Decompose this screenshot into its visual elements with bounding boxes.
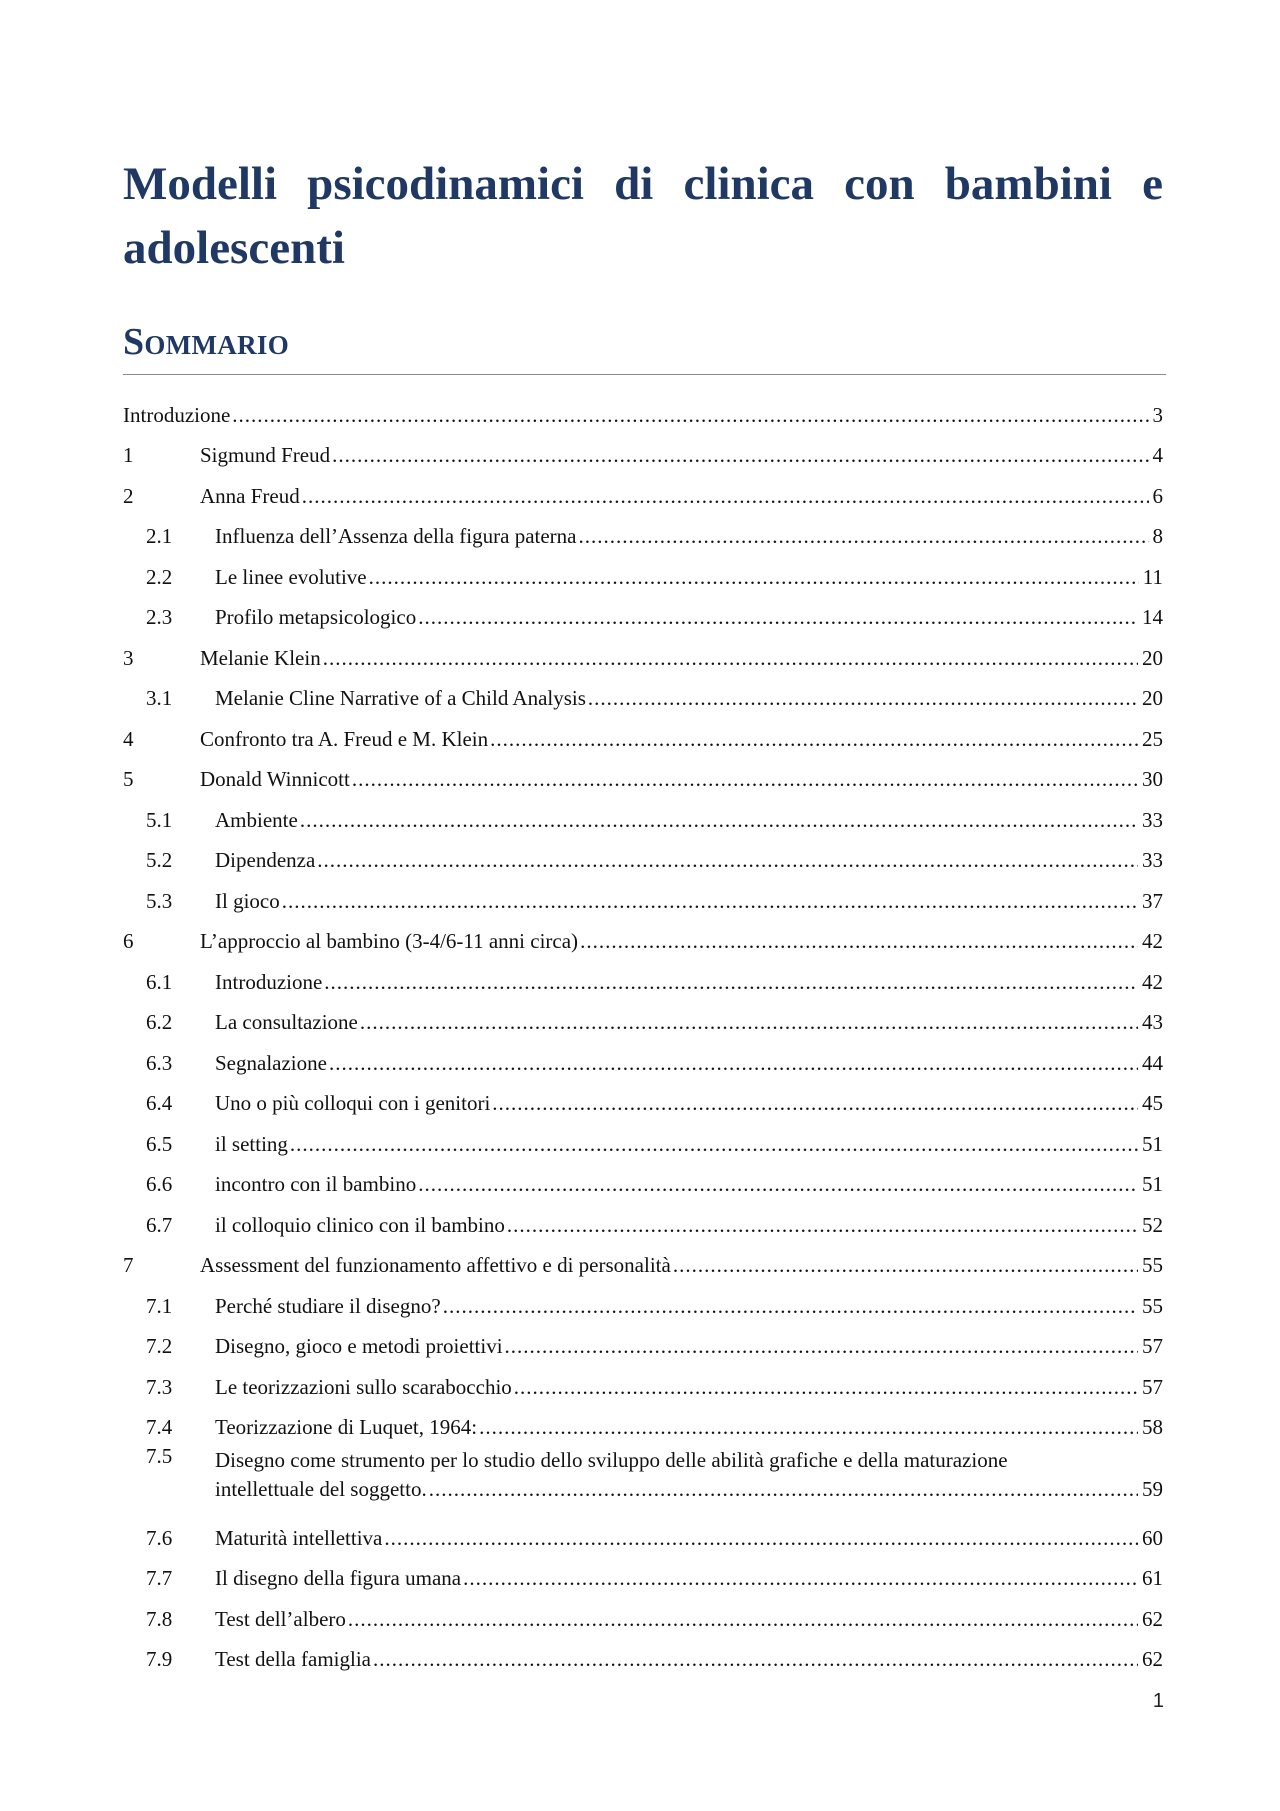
toc-entry-page: 37	[1142, 888, 1163, 913]
toc-entry-body	[200, 482, 1153, 511]
toc-entry-body	[215, 1008, 1142, 1037]
toc-entry-label: Influenza dell’Assenza della figura paterna	[215, 524, 577, 548]
toc-entry-number: 2.1	[146, 524, 173, 548]
toc-entry[interactable]	[123, 592, 1163, 633]
toc-entry-body	[215, 1442, 1163, 1512]
toc-entry-label: il colloquio clinico con il bambino	[215, 1212, 505, 1237]
toc-entry-body	[215, 1373, 1142, 1402]
toc-entry-label: Disegno, gioco e metodi proiettivi	[215, 1334, 503, 1358]
toc-entry-number: 1	[123, 443, 134, 467]
toc-entry-label: Teorizzazione di Luquet, 1964:	[215, 1415, 478, 1439]
toc-entry-page: 55	[1142, 1293, 1163, 1318]
toc-entry-label: Introduzione	[123, 402, 231, 427]
toc-entry-number: 5.1	[146, 807, 173, 832]
toc-entry-label: Melanie Cline Narrative of a Child Analysis	[215, 686, 586, 710]
toc-entry-page: 45	[1142, 1091, 1163, 1115]
toc-entry-body	[200, 441, 1153, 470]
toc-entry[interactable]	[123, 916, 1163, 957]
toc-entry-page: 25	[1142, 726, 1163, 751]
toc-entry[interactable]	[123, 875, 1163, 916]
toc-dot-leader	[578, 522, 1148, 551]
toc-entry[interactable]	[123, 1402, 1163, 1443]
toc-entry-body	[215, 1524, 1142, 1553]
toc-entry-label: Il gioco	[215, 888, 280, 913]
toc-entry[interactable]	[123, 1199, 1163, 1240]
toc-entry-number: 6.5	[146, 1131, 173, 1156]
toc-entry[interactable]	[123, 389, 1163, 430]
toc-entry-page: 20	[1142, 686, 1163, 710]
toc-entry-label: Maturità intellettiva	[215, 1525, 383, 1550]
toc-entry-body	[215, 1645, 1142, 1674]
toc-entry-body	[215, 1049, 1142, 1078]
toc-entry-label: Introduzione	[215, 969, 323, 994]
toc-entry-page: 57	[1142, 1334, 1163, 1358]
toc-entry[interactable]	[123, 1078, 1163, 1119]
toc-entry-body	[215, 1170, 1142, 1199]
toc-heading: Sommario	[123, 318, 1166, 375]
toc-entry-number: 7.3	[146, 1374, 173, 1399]
toc-entry[interactable]	[123, 997, 1163, 1038]
toc-entry-body	[215, 563, 1143, 592]
toc-dot-leader	[323, 644, 1138, 673]
toc-entry-number: 7	[123, 1253, 134, 1277]
toc-entry-page: 30	[1142, 767, 1163, 791]
toc-entry-page: 62	[1142, 1606, 1163, 1631]
toc-entry-body	[215, 968, 1142, 997]
toc-entry-page: 43	[1142, 1010, 1163, 1034]
toc-entry[interactable]	[123, 673, 1163, 714]
toc-entry[interactable]	[123, 956, 1163, 997]
toc-entry-body	[200, 765, 1142, 794]
toc-entry-body	[215, 684, 1142, 713]
toc-dot-leader	[302, 482, 1149, 511]
toc-entry-label: Donald Winnicott	[200, 767, 350, 791]
toc-entry-body	[200, 927, 1142, 956]
toc-entry-page: 44	[1142, 1050, 1163, 1075]
toc-entry-page: 14	[1142, 605, 1163, 629]
toc-entry[interactable]	[123, 1159, 1163, 1200]
toc-entry-number: 7.8	[146, 1606, 173, 1631]
toc-entry-body	[215, 1413, 1142, 1442]
toc-entry[interactable]	[123, 1118, 1163, 1159]
toc-entry-number: 5.2	[146, 848, 173, 872]
toc-dot-leader	[332, 441, 1148, 470]
toc-entry-number: 7.4	[146, 1415, 173, 1439]
toc-entry-number: 7.7	[146, 1566, 173, 1590]
toc-entry-body	[215, 887, 1142, 916]
toc-entry-body	[215, 1332, 1142, 1361]
toc-entry-page: 62	[1142, 1647, 1163, 1671]
toc-dot-leader	[463, 1564, 1138, 1593]
toc-entry-label: La consultazione	[215, 1010, 358, 1034]
toc-entry-page: 60	[1142, 1525, 1163, 1550]
toc-entry[interactable]	[123, 1593, 1163, 1634]
toc-entry-body	[200, 1251, 1142, 1280]
toc-entry-body	[215, 806, 1142, 835]
toc-entry-page: 57	[1142, 1374, 1163, 1399]
toc-entry[interactable]	[123, 713, 1163, 754]
toc-dot-leader	[673, 1251, 1138, 1280]
toc-entry-label: Uno o più colloqui con i genitori	[215, 1091, 491, 1115]
toc-entry-label: Il disegno della figura umana	[215, 1566, 462, 1590]
toc-dot-leader	[373, 1645, 1138, 1674]
table-of-contents	[123, 389, 1163, 1674]
toc-dot-leader	[580, 927, 1138, 956]
toc-entry-label: Le linee evolutive	[215, 564, 367, 589]
toc-entry[interactable]	[123, 794, 1163, 835]
toc-dot-leader	[507, 1211, 1138, 1240]
toc-entry-body	[215, 846, 1142, 875]
toc-entry-body	[200, 725, 1142, 754]
toc-entry-number: 7.5	[146, 1444, 173, 1468]
toc-dot-leader	[505, 1332, 1138, 1361]
toc-entry-page: 51	[1142, 1131, 1163, 1156]
toc-entry-page: 4	[1152, 443, 1163, 467]
toc-dot-leader	[317, 846, 1138, 875]
toc-entry[interactable]	[123, 511, 1163, 552]
toc-dot-leader	[348, 1605, 1138, 1634]
toc-entry-number: 3	[123, 645, 134, 670]
toc-entry-number: 5	[123, 767, 134, 791]
toc-entry-page: 11	[1142, 564, 1163, 589]
toc-entry[interactable]	[123, 1240, 1163, 1281]
toc-entry-label: incontro con il bambino	[215, 1172, 417, 1196]
toc-entry-body	[215, 1211, 1142, 1240]
toc-entry-page: 61	[1142, 1566, 1163, 1590]
toc-dot-leader	[329, 1049, 1138, 1078]
toc-dot-leader	[369, 563, 1139, 592]
toc-entry[interactable]	[123, 1634, 1163, 1675]
toc-entry-number: 7.6	[146, 1525, 173, 1550]
toc-dot-leader	[418, 1170, 1138, 1199]
document-title: Modelli psicodinamici di clinica con bambini e adolescenti	[123, 158, 1163, 274]
toc-entry-number: 6.2	[146, 1010, 173, 1034]
toc-entry-label: Profilo metapsicologico	[215, 605, 417, 629]
toc-dot-leader	[360, 1008, 1138, 1037]
toc-entry-number: 7.2	[146, 1334, 173, 1358]
toc-entry[interactable]	[123, 551, 1163, 592]
toc-dot-leader	[490, 725, 1138, 754]
toc-entry[interactable]	[123, 470, 1163, 511]
toc-entry-label: Ambiente	[215, 807, 298, 832]
toc-entry-label: Sigmund Freud	[200, 443, 331, 467]
toc-entry-number: 5.3	[146, 888, 173, 913]
toc-entry-number: 6.4	[146, 1091, 173, 1115]
toc-entry[interactable]	[123, 1442, 1163, 1512]
toc-entry-number: 6.1	[146, 969, 173, 994]
toc-entry-body	[215, 1292, 1142, 1321]
toc-dot-leader	[492, 1089, 1138, 1118]
toc-entry-label: L’approccio al bambino (3-4/6-11 anni circa)	[200, 929, 579, 953]
toc-entry[interactable]	[123, 1280, 1163, 1321]
toc-entry-label: Anna Freud	[200, 483, 300, 508]
toc-dot-leader	[324, 968, 1138, 997]
toc-entry-number: 2	[123, 483, 134, 508]
toc-entry-page: 55	[1142, 1253, 1163, 1277]
toc-entry-body	[215, 603, 1142, 632]
toc-entry-label: Perché studiare il disegno?	[215, 1293, 441, 1318]
toc-dot-leader	[384, 1524, 1138, 1553]
toc-entry[interactable]	[123, 632, 1163, 673]
toc-entry-page: 20	[1142, 645, 1163, 670]
toc-entry[interactable]	[123, 1361, 1163, 1402]
toc-entry-page: 58	[1142, 1415, 1163, 1439]
toc-entry-number: 4	[123, 726, 134, 751]
toc-dot-leader	[290, 1130, 1138, 1159]
toc-entry-body	[215, 1605, 1142, 1634]
toc-entry-number: 2.2	[146, 564, 173, 589]
toc-dot-leader	[514, 1373, 1138, 1402]
toc-entry-page: 52	[1142, 1212, 1163, 1237]
toc-entry-page: 33	[1142, 848, 1163, 872]
toc-dot-leader	[418, 603, 1138, 632]
toc-entry-number: 7.1	[146, 1293, 173, 1318]
toc-entry[interactable]	[123, 754, 1163, 795]
toc-entry-page: 3	[1152, 402, 1163, 427]
toc-entry-body	[215, 1130, 1142, 1159]
toc-dot-leader	[352, 765, 1138, 794]
toc-entry-label: Disegno come strumento per lo studio dello sviluppo delle abilità grafiche e della maturazione	[215, 1448, 1008, 1472]
toc-entry-page: 33	[1142, 807, 1163, 832]
toc-entry-label: Confronto tra A. Freud e M. Klein	[200, 726, 489, 751]
toc-entry-label: Assessment del funzionamento affettivo e di personalità	[200, 1253, 671, 1277]
toc-entry-body	[200, 644, 1142, 673]
toc-entry-label: Segnalazione	[215, 1050, 327, 1075]
page-number: 1	[1152, 1690, 1164, 1712]
toc-entry-body	[215, 1564, 1142, 1593]
toc-entry-page: 6	[1152, 483, 1163, 508]
toc-dot-leader	[300, 806, 1138, 835]
toc-entry-label: Test dell’albero	[215, 1606, 346, 1631]
toc-entry-number: 3.1	[146, 686, 173, 710]
toc-entry-body	[215, 522, 1153, 551]
toc-entry[interactable]	[123, 1321, 1163, 1362]
toc-entry[interactable]	[123, 1512, 1163, 1553]
toc-entry-label: Melanie Klein	[200, 645, 321, 670]
toc-entry-label: il setting	[215, 1131, 288, 1156]
toc-entry-label: Test della famiglia	[215, 1647, 371, 1671]
toc-entry-page: 42	[1142, 969, 1163, 994]
toc-dot-leader	[232, 401, 1148, 430]
toc-entry-number: 6	[123, 929, 134, 953]
toc-entry-label-continued: intellettuale del soggetto.	[215, 1477, 427, 1501]
toc-entry-page: 42	[1142, 929, 1163, 953]
toc-entry-body	[123, 401, 1153, 430]
toc-entry-label: Dipendenza	[215, 848, 316, 872]
toc-entry-number: 6.7	[146, 1212, 173, 1237]
toc-entry-label: Le teorizzazioni sullo scarabocchio	[215, 1374, 512, 1399]
toc-dot-leader	[479, 1413, 1138, 1442]
toc-entry[interactable]	[123, 430, 1163, 471]
toc-dot-leader	[429, 1475, 1138, 1504]
toc-entry-body	[215, 1089, 1142, 1118]
toc-entry-number: 2.3	[146, 605, 173, 629]
toc-entry-number: 6.6	[146, 1172, 173, 1196]
toc-dot-leader	[443, 1292, 1138, 1321]
toc-entry-page: 59	[1142, 1477, 1163, 1501]
toc-entry-page: 8	[1152, 524, 1163, 548]
toc-entry-number: 6.3	[146, 1050, 173, 1075]
toc-entry[interactable]	[123, 1553, 1163, 1594]
toc-entry-line-2	[215, 1475, 1163, 1504]
toc-dot-leader	[282, 887, 1138, 916]
toc-entry[interactable]	[123, 835, 1163, 876]
toc-entry-page: 51	[1142, 1172, 1163, 1196]
toc-entry[interactable]	[123, 1037, 1163, 1078]
toc-dot-leader	[588, 684, 1138, 713]
toc-entry-number: 7.9	[146, 1647, 173, 1671]
